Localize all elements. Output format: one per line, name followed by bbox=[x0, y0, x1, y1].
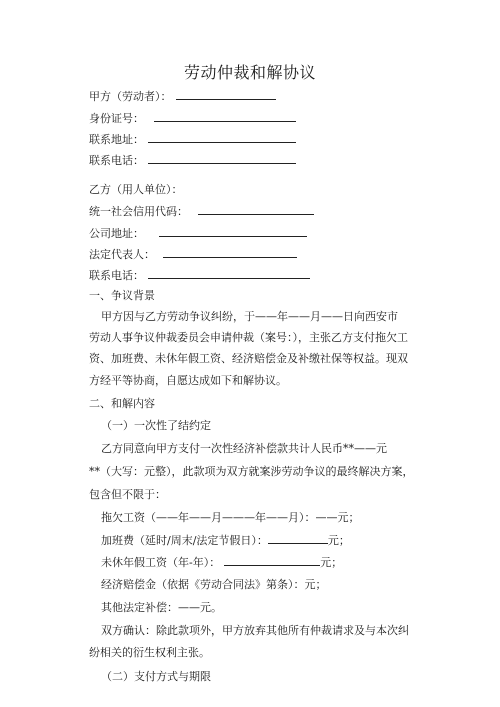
party-b-phone-row bbox=[89, 268, 310, 283]
party-b-legal-label: 法定代表人： bbox=[89, 248, 155, 261]
item-overtime bbox=[101, 533, 350, 548]
party-a-phone-blank bbox=[148, 153, 296, 164]
section2-line-1: 乙方同意向甲方支付一次性经济补偿款共计人民币**——元 bbox=[101, 442, 387, 455]
confirm-line-1: 双方确认：除此款项外，甲方放弃其他所有仲裁请求及与本次纠 bbox=[101, 624, 409, 637]
section2-sub2: （二）支付方式与期限 bbox=[101, 670, 211, 683]
section1-line-4: 方经平等协商，自愿达成如下和解协议。 bbox=[89, 374, 287, 387]
party-a-phone-label: 联系电话： bbox=[89, 154, 144, 167]
section2-sub1: （一）一次性了结约定 bbox=[101, 419, 211, 432]
document-title: 劳动仲裁和解协议 bbox=[183, 63, 316, 82]
party-a-address-row bbox=[89, 132, 296, 147]
party-b-label: 乙方（用人单位）： bbox=[89, 183, 183, 196]
item-annual-leave bbox=[101, 555, 342, 570]
party-b-address-blank bbox=[159, 226, 307, 237]
item-other: 其他法定补偿：——元。 bbox=[101, 601, 222, 614]
party-b-credit-blank bbox=[198, 204, 314, 215]
item-compensation: 经济赔偿金（依据《劳动合同法》第条）：元； bbox=[101, 578, 327, 591]
item-unpaid-wages: 拖欠工资（——年——月———年——月）：——元； bbox=[101, 511, 360, 524]
party-a-id-row bbox=[89, 111, 296, 126]
party-b-credit-row bbox=[89, 204, 314, 219]
party-a-label: 甲方（劳动者）： bbox=[89, 90, 172, 103]
party-a-address-label: 联系地址： bbox=[89, 133, 144, 146]
item-annual-leave-blank bbox=[224, 555, 320, 566]
party-b-legal-blank bbox=[163, 247, 297, 258]
party-a-id-blank bbox=[154, 111, 296, 122]
item-annual-leave-label: 未休年假工资（年-年）： bbox=[101, 556, 221, 569]
confirm-line-2: 纷相关的衍生权利主张。 bbox=[89, 646, 210, 659]
section2-heading: 二、和解内容 bbox=[89, 397, 155, 410]
section1-heading: 一、争议背景 bbox=[89, 289, 155, 302]
section2-line-2: **（大写：元整），此款项为双方就案涉劳动争议的最终解决方案， bbox=[89, 465, 414, 478]
party-b-credit-label: 统一社会信用代码： bbox=[89, 205, 188, 218]
party-b-phone-blank bbox=[148, 268, 310, 279]
party-b-address-label: 公司地址： bbox=[89, 227, 144, 240]
section1-line-3: 资、加班费、未休年假工资、经济赔偿金及补缴社保等权益。现双 bbox=[89, 352, 408, 365]
party-b-phone-label: 联系电话： bbox=[89, 269, 144, 282]
party-b-legal-row bbox=[89, 247, 297, 262]
party-a-phone-row bbox=[89, 153, 296, 168]
party-b-address-row bbox=[89, 226, 307, 241]
party-b-label-row bbox=[89, 183, 183, 197]
section1-line-2: 劳动人事争议仲裁委员会申请仲裁（案号：），主张乙方支付拖欠工 bbox=[89, 331, 408, 344]
item-overtime-blank bbox=[268, 533, 328, 544]
party-a-label-row bbox=[89, 89, 276, 104]
party-a-address-blank bbox=[148, 132, 296, 143]
section1-line-1: 甲方因与乙方劳动争议纠纷，于——年——月——日向西安市 bbox=[101, 310, 398, 323]
party-a-blank bbox=[176, 89, 276, 100]
item-overtime-label: 加班费（延时/周末/法定节假日）： bbox=[101, 534, 268, 547]
item-overtime-suffix: 元； bbox=[327, 534, 350, 547]
item-annual-leave-suffix: 元； bbox=[320, 556, 343, 569]
section2-line-3: 包含但不限于： bbox=[89, 488, 166, 501]
party-a-id-label: 身份证号： bbox=[89, 112, 144, 125]
